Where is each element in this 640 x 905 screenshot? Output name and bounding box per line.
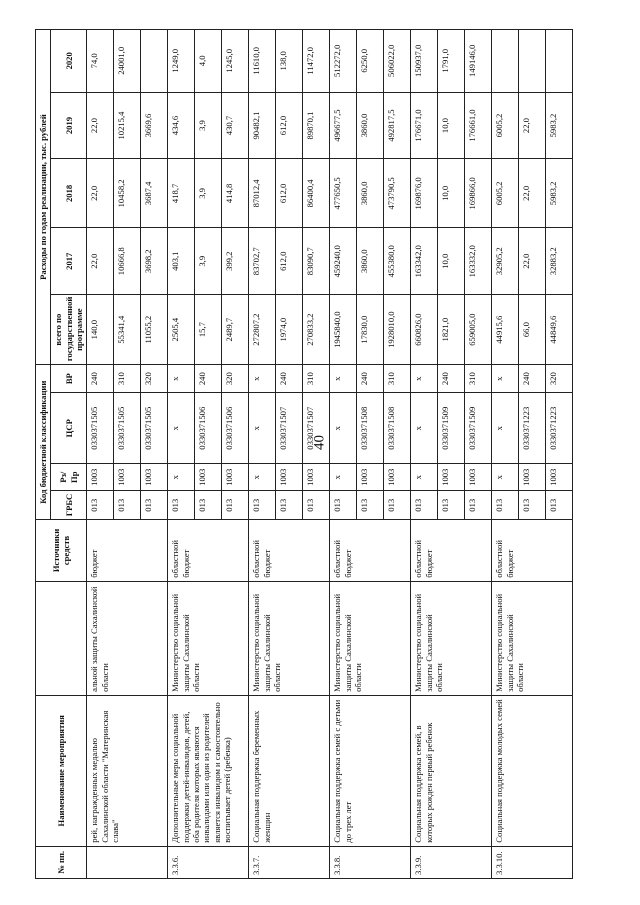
cell-y2019: 22,0	[519, 92, 546, 159]
cell-y2018: 3,9	[195, 159, 222, 228]
cell-vr: 320	[222, 365, 249, 393]
cell-total: 66,0	[519, 295, 546, 365]
cell-csr: x	[492, 393, 519, 464]
cell-total: 2489,7	[222, 295, 249, 365]
header-num: № пп.	[36, 846, 87, 878]
cell-y2018: 10458,2	[114, 159, 141, 228]
cell-y2020: 1791,0	[438, 30, 465, 93]
cell-vr: x	[168, 365, 195, 393]
cell-y2020: 512272,0	[330, 30, 357, 93]
row-number: 3.3.9.	[411, 846, 492, 878]
cell-csr: 0330371223	[519, 393, 546, 464]
executor-name: альной защиты Сахалинской области	[87, 581, 168, 695]
cell-y2018: 87012,4	[249, 159, 276, 228]
cell-y2018: 22,0	[87, 159, 114, 228]
row-number: 3.3.6.	[168, 846, 249, 878]
cell-rz: 1003	[222, 464, 249, 491]
cell-y2017: 22,0	[87, 228, 114, 295]
header-executor	[36, 581, 87, 695]
cell-y2020: 74,0	[87, 30, 114, 93]
header-expenses: Расходы по годам реализации, тыс. рублей	[36, 30, 51, 365]
cell-vr: 320	[546, 365, 573, 393]
cell-y2019: 89870,1	[303, 92, 330, 159]
header-2017: 2017	[51, 228, 87, 295]
cell-grbs: 013	[87, 491, 114, 520]
cell-rz: 1003	[438, 464, 465, 491]
cell-y2017: 3,9	[195, 228, 222, 295]
cell-y2017: 455380,0	[384, 228, 411, 295]
rotated-table-container	[35, 29, 620, 879]
cell-vr: 240	[87, 365, 114, 393]
cell-y2017: 459240,0	[330, 228, 357, 295]
cell-csr: x	[330, 393, 357, 464]
table-row	[87, 30, 114, 879]
cell-grbs: 013	[411, 491, 438, 520]
cell-rz: x	[411, 464, 438, 491]
cell-rz: 1003	[114, 464, 141, 491]
cell-y2018: 10,0	[438, 159, 465, 228]
cell-csr: 0330371508	[384, 393, 411, 464]
cell-vr: 310	[114, 365, 141, 393]
cell-y2019: 3669,6	[141, 92, 168, 159]
cell-y2017: 83702,7	[249, 228, 276, 295]
page-number: 40	[311, 435, 328, 450]
funding-source: областной бюджет	[168, 520, 249, 581]
cell-grbs: 013	[546, 491, 573, 520]
cell-y2019: 10215,4	[114, 92, 141, 159]
cell-total: 15,7	[195, 295, 222, 365]
cell-grbs: 013	[222, 491, 249, 520]
cell-grbs: 013	[465, 491, 492, 520]
cell-csr: 0330371223	[546, 393, 573, 464]
event-name: рей, награжденных медалью Сахалинской области "Материнская слава"	[87, 695, 168, 846]
cell-y2020	[546, 30, 573, 93]
table-body	[87, 30, 573, 879]
cell-grbs: 013	[168, 491, 195, 520]
cell-csr: 0330371505	[114, 393, 141, 464]
cell-vr: x	[411, 365, 438, 393]
budget-table	[35, 29, 573, 879]
cell-y2017: 83090,7	[303, 228, 330, 295]
cell-total: 55341,4	[114, 295, 141, 365]
cell-grbs: 013	[384, 491, 411, 520]
cell-rz: 1003	[195, 464, 222, 491]
cell-csr: 0330371506	[222, 393, 249, 464]
funding-source: областной бюджет	[492, 520, 573, 581]
cell-vr: 240	[438, 365, 465, 393]
cell-y2019: 10,0	[438, 92, 465, 159]
cell-y2020: 6250,0	[357, 30, 384, 93]
header-2020: 2020	[51, 30, 87, 93]
cell-rz: x	[168, 464, 195, 491]
header-2019: 2019	[51, 92, 87, 159]
cell-y2020: 150937,0	[411, 30, 438, 93]
row-number	[87, 846, 168, 878]
cell-y2020: 138,0	[276, 30, 303, 93]
cell-grbs: 013	[492, 491, 519, 520]
event-name: Социальная поддержка семей с детьми до трех лет	[330, 695, 411, 846]
cell-y2020: 1245,0	[222, 30, 249, 93]
cell-y2018: 22,0	[519, 159, 546, 228]
event-name: Социальная поддержка беременных женщин	[249, 695, 330, 846]
cell-y2020	[492, 30, 519, 93]
cell-rz: 1003	[384, 464, 411, 491]
cell-vr: 240	[519, 365, 546, 393]
cell-rz: x	[330, 464, 357, 491]
cell-y2019: 496677,5	[330, 92, 357, 159]
cell-rz: 1003	[357, 464, 384, 491]
cell-csr: 0330371509	[465, 393, 492, 464]
cell-y2017: 32883,2	[546, 228, 573, 295]
funding-source: областной бюджет	[330, 520, 411, 581]
cell-grbs: 013	[519, 491, 546, 520]
cell-y2019: 5983,2	[546, 92, 573, 159]
cell-y2017: 3698,2	[141, 228, 168, 295]
cell-y2017: 32905,2	[492, 228, 519, 295]
cell-total: 44849,6	[546, 295, 573, 365]
cell-csr: 0330371506	[195, 393, 222, 464]
cell-vr: 310	[384, 365, 411, 393]
cell-rz: 1003	[87, 464, 114, 491]
cell-y2020: 1249,0	[168, 30, 195, 93]
executor-name: Министерство социальной защиты Сахалинской области	[411, 581, 492, 695]
header-grbs: ГРБС	[51, 491, 87, 520]
cell-grbs: 013	[330, 491, 357, 520]
cell-y2018: 6005,2	[492, 159, 519, 228]
table-row	[168, 30, 195, 879]
executor-name: Министерство социальной защиты Сахалинской области	[168, 581, 249, 695]
cell-csr: x	[411, 393, 438, 464]
cell-y2018: 418,7	[168, 159, 195, 228]
cell-y2018: 5983,2	[546, 159, 573, 228]
cell-vr: 240	[276, 365, 303, 393]
cell-y2018: 86400,4	[303, 159, 330, 228]
cell-grbs: 013	[276, 491, 303, 520]
cell-y2017: 163342,0	[411, 228, 438, 295]
cell-y2019: 430,7	[222, 92, 249, 159]
cell-y2019: 3,9	[195, 92, 222, 159]
cell-y2019: 6005,2	[492, 92, 519, 159]
cell-y2020: 149146,0	[465, 30, 492, 93]
cell-grbs: 013	[303, 491, 330, 520]
cell-y2019: 90482,1	[249, 92, 276, 159]
cell-grbs: 013	[141, 491, 168, 520]
cell-rz: 1003	[303, 464, 330, 491]
cell-grbs: 013	[195, 491, 222, 520]
cell-y2019: 22,0	[87, 92, 114, 159]
cell-vr: 240	[357, 365, 384, 393]
cell-y2017: 163332,0	[465, 228, 492, 295]
cell-vr: 320	[141, 365, 168, 393]
table-row	[492, 30, 519, 879]
cell-total: 140,0	[87, 295, 114, 365]
table-row	[330, 30, 357, 879]
cell-csr: x	[249, 393, 276, 464]
row-number: 3.3.8.	[330, 846, 411, 878]
cell-total: 660826,0	[411, 295, 438, 365]
cell-y2020: 24001,0	[114, 30, 141, 93]
cell-csr: 0330371509	[438, 393, 465, 464]
cell-y2019: 176661,0	[465, 92, 492, 159]
cell-total: 659005,0	[465, 295, 492, 365]
cell-csr: x	[168, 393, 195, 464]
cell-rz: x	[249, 464, 276, 491]
table-row	[249, 30, 276, 879]
cell-csr: 0330371507	[276, 393, 303, 464]
header-event: Наименование мероприятия	[36, 695, 87, 846]
header-total: всего по государственной программе	[51, 295, 87, 365]
cell-total: 44915,6	[492, 295, 519, 365]
cell-rz: 1003	[141, 464, 168, 491]
cell-total: 1928010,0	[384, 295, 411, 365]
event-name: Социальная поддержка семей, в которых рожден первый ребенок	[411, 695, 492, 846]
cell-rz: 1003	[519, 464, 546, 491]
cell-y2019: 3860,0	[357, 92, 384, 159]
cell-y2017: 22,0	[519, 228, 546, 295]
cell-y2018: 473790,5	[384, 159, 411, 228]
cell-grbs: 013	[357, 491, 384, 520]
executor-name: Министерство социальной защиты Сахалинской области	[330, 581, 411, 695]
event-name: Социальная поддержка молодых семей	[492, 695, 573, 846]
cell-rz: 1003	[465, 464, 492, 491]
cell-y2020: 11610,0	[249, 30, 276, 93]
row-number: 3.3.7.	[249, 846, 330, 878]
cell-grbs: 013	[249, 491, 276, 520]
cell-y2017: 10,0	[438, 228, 465, 295]
cell-y2018: 169876,0	[411, 159, 438, 228]
cell-rz: 1003	[276, 464, 303, 491]
cell-y2020: 4,0	[195, 30, 222, 93]
cell-vr: x	[492, 365, 519, 393]
cell-y2019: 176671,0	[411, 92, 438, 159]
funding-source: областной бюджет	[411, 520, 492, 581]
cell-csr: 0330371508	[357, 393, 384, 464]
cell-y2017: 612,0	[276, 228, 303, 295]
header-csr: ЦСР	[51, 393, 87, 464]
cell-y2019: 434,6	[168, 92, 195, 159]
cell-vr: 310	[303, 365, 330, 393]
cell-csr: 0330371505	[87, 393, 114, 464]
cell-vr: 240	[195, 365, 222, 393]
cell-y2018: 612,0	[276, 159, 303, 228]
header-rzpr: Рз/ Пр	[51, 464, 87, 491]
header-budget-code: Код бюджетной классификации	[36, 365, 51, 520]
executor-name: Министерство социальной защиты Сахалинской области	[249, 581, 330, 695]
cell-y2017: 399,2	[222, 228, 249, 295]
executor-name: Министерство социальной защиты Сахалинской области	[492, 581, 573, 695]
cell-y2017: 3860,0	[357, 228, 384, 295]
cell-y2018: 3860,0	[357, 159, 384, 228]
cell-total: 1945840,0	[330, 295, 357, 365]
cell-y2020	[519, 30, 546, 93]
row-number: 3.3.10.	[492, 846, 573, 878]
cell-y2018: 169866,0	[465, 159, 492, 228]
cell-total: 270833,2	[303, 295, 330, 365]
cell-total: 17830,0	[357, 295, 384, 365]
cell-vr: 310	[465, 365, 492, 393]
cell-y2017: 10666,8	[114, 228, 141, 295]
cell-y2020	[141, 30, 168, 93]
cell-total: 1821,0	[438, 295, 465, 365]
cell-y2018: 3687,4	[141, 159, 168, 228]
cell-y2019: 612,0	[276, 92, 303, 159]
cell-total: 2505,4	[168, 295, 195, 365]
header-source: Источники средств	[36, 520, 87, 581]
cell-y2018: 477650,5	[330, 159, 357, 228]
cell-vr: x	[330, 365, 357, 393]
funding-source: областной бюджет	[249, 520, 330, 581]
cell-grbs: 013	[438, 491, 465, 520]
cell-csr: 0330371505	[141, 393, 168, 464]
funding-source: бюджет	[87, 520, 168, 581]
cell-total: 272807,2	[249, 295, 276, 365]
header-vr: ВР	[51, 365, 87, 393]
cell-y2020: 506022,0	[384, 30, 411, 93]
cell-rz: x	[492, 464, 519, 491]
cell-vr: x	[249, 365, 276, 393]
table-header	[36, 30, 87, 879]
cell-total: 1974,0	[276, 295, 303, 365]
header-2018: 2018	[51, 159, 87, 228]
table-row	[411, 30, 438, 879]
event-name: Дополнительные меры социальной поддержки детей-инвалидов, детей, оба родителя которых являются инвалидами или один из родителей является инвалидом и самостоятельно воспитывает детей (ребенка)	[168, 695, 249, 846]
cell-grbs: 013	[114, 491, 141, 520]
cell-csr: 0330371507	[303, 393, 330, 464]
cell-y2017: 403,1	[168, 228, 195, 295]
cell-y2020: 11472,0	[303, 30, 330, 93]
cell-y2018: 414,8	[222, 159, 249, 228]
cell-y2019: 492817,5	[384, 92, 411, 159]
cell-total: 11055,2	[141, 295, 168, 365]
cell-rz: 1003	[546, 464, 573, 491]
